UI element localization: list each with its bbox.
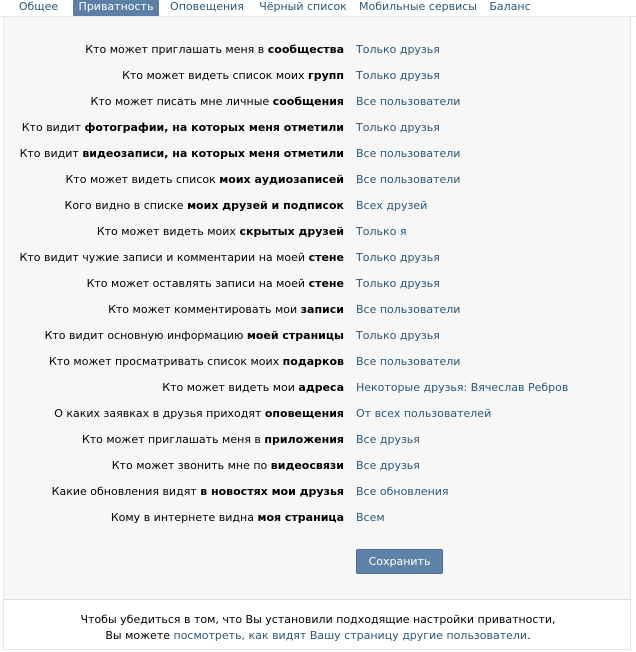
privacy-setting-label xyxy=(122,68,344,84)
privacy-setting-label xyxy=(91,94,344,110)
save-button[interactable]: Сохранить xyxy=(356,549,443,574)
privacy-footer-note xyxy=(0,612,636,644)
privacy-setting-label xyxy=(66,172,345,188)
privacy-setting-row xyxy=(4,302,630,328)
setting-label-bold: стене xyxy=(308,277,344,290)
privacy-setting-row xyxy=(4,380,630,406)
setting-label-text: Кто может видеть мои xyxy=(162,381,299,394)
privacy-setting-value-link[interactable]: Все обновления xyxy=(356,485,449,498)
privacy-setting-label xyxy=(22,120,344,136)
privacy-setting-value-link[interactable]: Только друзья xyxy=(356,329,440,342)
setting-label-text: Кто может видеть моих xyxy=(96,225,240,238)
setting-label-text: Кого видно в списке xyxy=(64,199,188,212)
privacy-setting-row xyxy=(4,406,630,432)
footer-line-2 xyxy=(0,628,636,644)
privacy-setting-row xyxy=(4,198,630,224)
setting-label-bold: сообщества xyxy=(267,43,344,56)
setting-label-text: Кто может оставлять записи на моей xyxy=(86,277,309,290)
setting-label-text: Кто может видеть список моих xyxy=(122,69,308,82)
setting-label-text: Кто может приглашать меня в xyxy=(85,43,268,56)
privacy-setting-label xyxy=(97,224,344,240)
setting-label-bold: видеосвязи xyxy=(270,459,344,472)
privacy-setting-row xyxy=(4,458,630,484)
privacy-setting-label xyxy=(52,484,344,500)
privacy-setting-row xyxy=(4,94,630,120)
setting-label-text: Кто может видеть список xyxy=(65,173,220,186)
privacy-setting-value-link[interactable]: Некоторые друзья: Вячеслав Ребров xyxy=(356,381,569,394)
privacy-setting-row xyxy=(4,146,630,172)
privacy-setting-value-link[interactable]: Все пользователи xyxy=(356,173,461,186)
privacy-setting-value-link[interactable]: Только друзья xyxy=(356,69,440,82)
setting-label-text: Кому в интернете видна xyxy=(110,511,258,524)
tab-blacklist[interactable]: Чёрный список xyxy=(259,0,347,13)
setting-label-bold: моя страница xyxy=(257,511,344,524)
setting-label-bold: фотографии, на которых меня отметили xyxy=(84,121,344,134)
privacy-setting-label xyxy=(85,42,344,58)
setting-label-bold: оповещения xyxy=(264,407,344,420)
privacy-setting-row xyxy=(4,484,630,510)
setting-label-text: Кто может комментировать мои xyxy=(108,303,301,316)
setting-label-text: Кто может приглашать меня в xyxy=(81,433,265,446)
setting-label-text: Кто может звонить мне по xyxy=(111,459,271,472)
privacy-setting-label xyxy=(65,198,344,214)
privacy-setting-label xyxy=(82,432,344,448)
setting-label-text: Кто видит чужие записи и комментарии на моей xyxy=(19,251,309,264)
setting-label-bold: видеозаписи, на которых меня отметили xyxy=(82,147,344,160)
privacy-setting-value-link[interactable]: Все пользователи xyxy=(356,355,461,368)
privacy-setting-value-link[interactable]: Только я xyxy=(356,225,407,238)
privacy-setting-label xyxy=(20,146,344,162)
privacy-setting-label xyxy=(87,276,344,292)
privacy-setting-value-link[interactable]: Все пользователи xyxy=(356,303,461,316)
privacy-setting-label xyxy=(49,354,344,370)
privacy-setting-value-link[interactable]: Только друзья xyxy=(356,277,440,290)
setting-label-bold: моей страницы xyxy=(246,329,344,342)
setting-label-text: Какие обновления видят xyxy=(51,485,201,498)
privacy-setting-row xyxy=(4,432,630,458)
privacy-setting-label xyxy=(45,328,344,344)
privacy-setting-row xyxy=(4,276,630,302)
setting-label-bold: сообщения xyxy=(272,95,344,108)
privacy-setting-row xyxy=(4,42,630,68)
privacy-setting-row xyxy=(4,172,630,198)
tab-notifications[interactable]: Оповещения xyxy=(170,0,244,13)
privacy-setting-row xyxy=(4,224,630,250)
setting-label-bold: подарков xyxy=(282,355,344,368)
setting-label-bold: моих друзей и подписок xyxy=(187,199,344,212)
privacy-setting-value-link[interactable]: Все пользователи xyxy=(356,147,461,160)
setting-label-bold: приложения xyxy=(264,433,344,446)
privacy-setting-label xyxy=(20,250,344,266)
privacy-setting-value-link[interactable]: Все пользователи xyxy=(356,95,461,108)
setting-label-text: Кто видит xyxy=(19,147,83,160)
privacy-setting-row xyxy=(4,354,630,380)
setting-label-bold: в новостях мои друзья xyxy=(200,485,344,498)
setting-label-text: О каких заявках в друзья приходят xyxy=(54,407,265,420)
privacy-setting-label xyxy=(108,302,344,318)
privacy-setting-value-link[interactable]: Все друзья xyxy=(356,433,420,446)
privacy-setting-value-link[interactable]: От всех пользователей xyxy=(356,407,492,420)
setting-label-bold: скрытых друзей xyxy=(239,225,344,238)
privacy-setting-row xyxy=(4,68,630,94)
privacy-setting-value-link[interactable]: Только друзья xyxy=(356,43,440,56)
tab-general[interactable]: Общее xyxy=(18,0,59,13)
tab-balance[interactable]: Баланс xyxy=(489,0,531,13)
tab-privacy[interactable]: Приватность xyxy=(73,0,159,16)
setting-label-bold: записи xyxy=(300,303,344,316)
setting-label-bold: стене xyxy=(308,251,344,264)
privacy-setting-value-link[interactable]: Только друзья xyxy=(356,251,440,264)
footer-line-2-prefix: Вы можете xyxy=(105,629,174,642)
setting-label-text: Кто видит основную информацию xyxy=(44,329,247,342)
privacy-setting-value-link[interactable]: Всем xyxy=(356,511,385,524)
footer-line-1: Чтобы убедиться в том, что Вы установили подходящие настройки приватности, xyxy=(80,613,556,626)
privacy-setting-value-link[interactable]: Только друзья xyxy=(356,121,440,134)
privacy-setting-value-link[interactable]: Все друзья xyxy=(356,459,420,472)
privacy-setting-row xyxy=(4,120,630,146)
tab-mobile-services[interactable]: Мобильные сервисы xyxy=(359,0,477,13)
settings-tabs xyxy=(0,0,636,17)
privacy-setting-label xyxy=(54,406,344,422)
privacy-setting-label xyxy=(111,510,344,526)
view-as-others-link[interactable]: посмотреть, как видят Вашу страницу другие пользователи xyxy=(173,629,528,642)
setting-label-text: Кто видит xyxy=(21,121,85,134)
setting-label-bold: групп xyxy=(308,69,344,82)
setting-label-text: Кто может писать мне личные xyxy=(90,95,273,108)
setting-label-text: Кто может просматривать список моих xyxy=(48,355,283,368)
privacy-setting-row xyxy=(4,250,630,276)
privacy-setting-row xyxy=(4,510,630,536)
privacy-setting-label xyxy=(112,458,344,474)
setting-label-bold: адреса xyxy=(298,381,344,394)
privacy-setting-label xyxy=(162,380,344,396)
privacy-setting-row xyxy=(4,328,630,354)
setting-label-bold: моих аудиозаписей xyxy=(219,173,344,186)
privacy-setting-value-link[interactable]: Всех друзей xyxy=(356,199,428,212)
footer-line-2-suffix: . xyxy=(527,629,531,642)
privacy-settings-panel xyxy=(4,17,630,600)
